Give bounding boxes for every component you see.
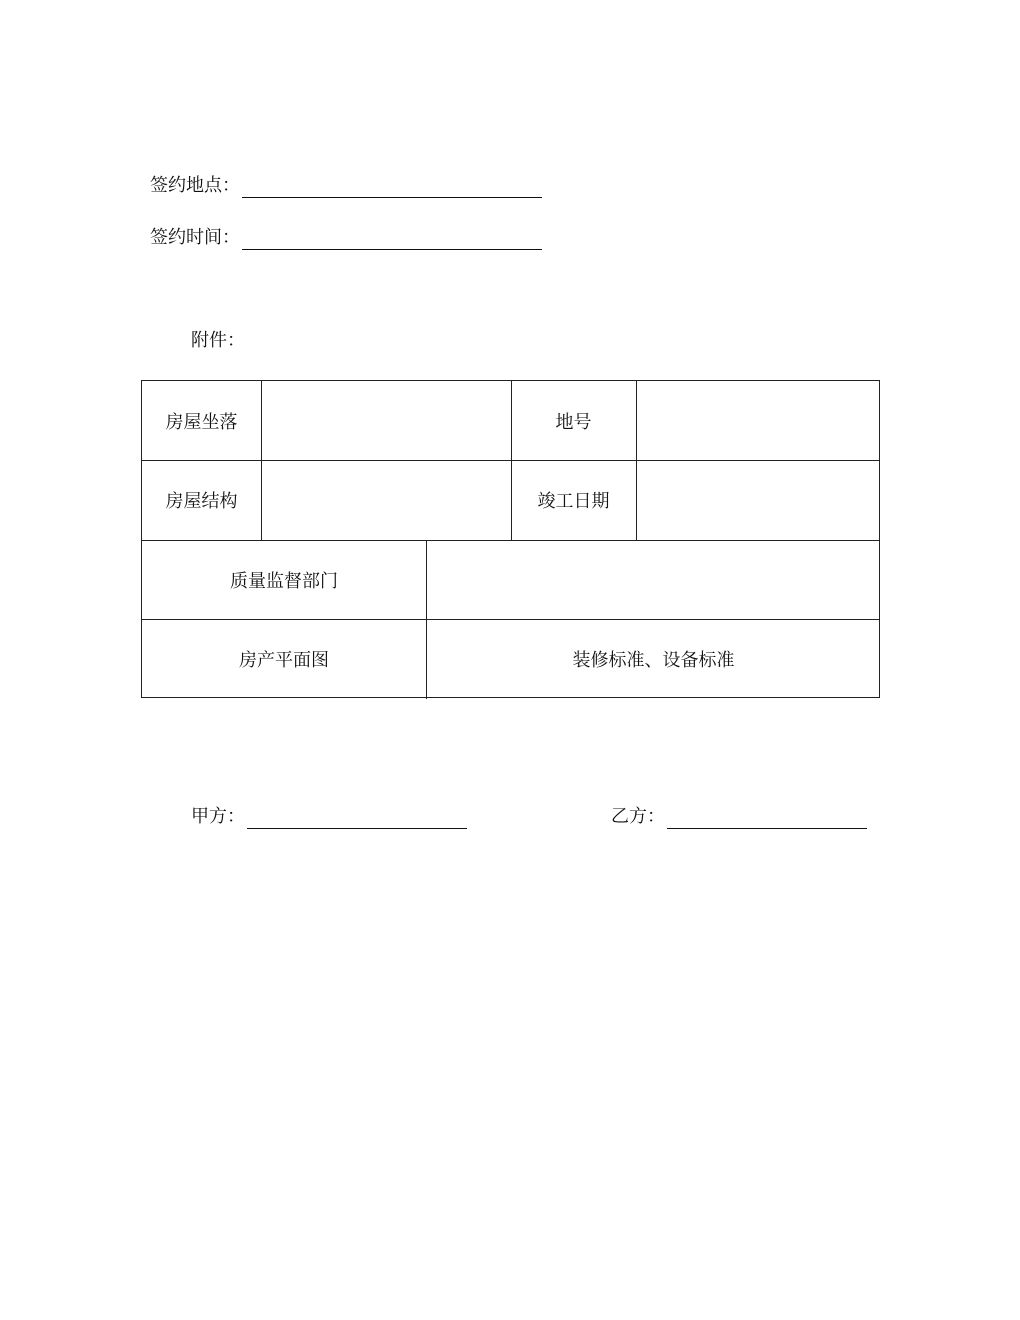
cell-location-value[interactable] <box>261 381 511 460</box>
signing-time-label: 签约时间： <box>150 227 240 248</box>
party-a-row <box>191 805 467 829</box>
cell-quality-supervision-label: 质量监督部门 <box>230 570 338 592</box>
party-b-label: 乙方： <box>611 806 665 827</box>
signing-time-row <box>150 226 542 250</box>
cell-quality-supervision-value[interactable] <box>426 540 881 619</box>
cell-completion-date-value[interactable] <box>636 460 881 540</box>
party-a-signature-blank[interactable] <box>247 808 467 829</box>
cell-completion-date-label: 竣工日期 <box>537 491 610 512</box>
party-b-signature-blank[interactable] <box>667 808 867 829</box>
cell-decoration-standard-label: 装修标准、设备标准 <box>572 650 735 671</box>
signing-time-blank[interactable] <box>242 229 542 250</box>
signing-place-label: 签约地点： <box>150 175 240 196</box>
party-a-label: 甲方： <box>191 806 245 827</box>
party-b-row <box>611 805 867 829</box>
cell-lot-number-label: 地号 <box>555 411 592 433</box>
cell-floor-plan-label: 房产平面图 <box>239 650 329 671</box>
signing-place-blank[interactable] <box>242 177 542 198</box>
signing-place-row <box>150 174 542 198</box>
cell-structure-value[interactable] <box>261 460 511 540</box>
property-info-table <box>141 380 880 698</box>
cell-location-label: 房屋坐落 <box>165 411 238 433</box>
cell-structure-label: 房屋结构 <box>165 491 238 512</box>
attachment-label: 附件： <box>191 330 245 351</box>
cell-lot-number-value[interactable] <box>636 381 881 460</box>
